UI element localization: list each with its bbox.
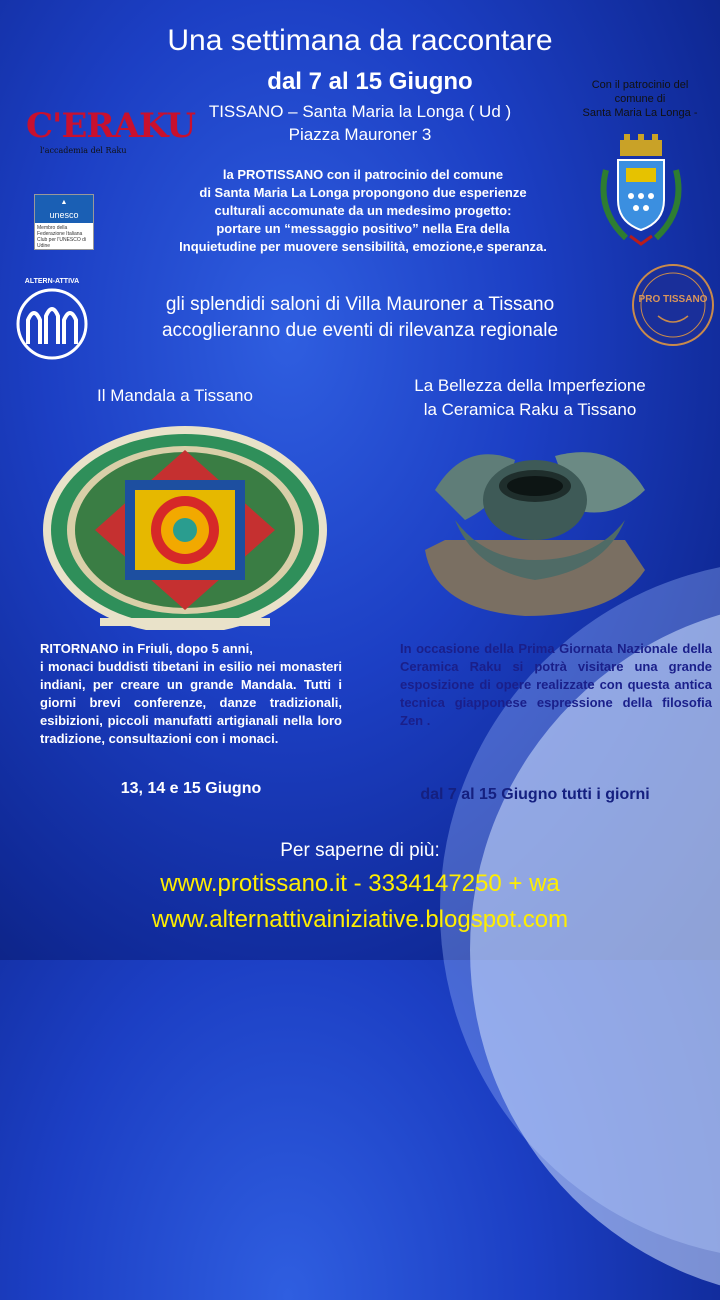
location-line: TISSANO – Santa Maria la Longa ( Ud ) <box>208 102 512 121</box>
raku-event-heading: La Bellezza della Imperfezione <box>414 376 646 395</box>
intro-line: culturali accomunate da un medesimo progetto: <box>214 203 512 218</box>
more-info-label: Per saperne di più: <box>280 840 440 861</box>
ceraku-logo-subtitle: l'accademia del Raku <box>40 146 127 155</box>
protissano-logo <box>630 262 716 348</box>
intro-line: portare un “messaggio positivo” nella Era della <box>216 221 510 236</box>
mandala-event-description <box>40 640 342 748</box>
ceraku-logo-text: C'ERAKU <box>26 106 196 146</box>
intro-line: la PROTISSANO con il patrocinio del comune <box>222 167 504 182</box>
mandala-image <box>40 420 330 630</box>
protissano-contact[interactable]: www.protissano.it - 3334147250 + wa <box>160 870 560 897</box>
mandala-illustration <box>40 420 330 630</box>
protissano-seal-icon <box>630 262 716 348</box>
raku-event-subheading: la Ceramica Raku a Tissano <box>423 400 637 419</box>
mandala-event-lead: RITORNANO in Friuli, dopo 5 anni, <box>40 641 253 656</box>
raku-ceramic-image <box>405 420 665 620</box>
mandala-event-heading: Il Mandala a Tissano <box>97 386 253 405</box>
intro-line: di Santa Maria La Longa propongono due esperienze <box>199 185 527 200</box>
venue-announcement <box>100 292 620 344</box>
raku-event-description: In occasione della Prima Giornata Nazionale della Ceramica Raku si potrà visitare una grande esposizione di opere realizzate con questa antica tecnica giapponese espressione della filosofia Zen . <box>400 641 712 728</box>
unesco-logo-caption: Membro della Federazione Italiana Club per l'UNESCO di Udine <box>37 225 87 249</box>
alternattiva-logo-text: ALTERN-ATTIVA <box>24 278 80 285</box>
address-line: Piazza Mauroner 3 <box>288 125 432 144</box>
ceramic-illustration <box>405 420 665 620</box>
ceraku-logo <box>26 106 196 166</box>
raku-event-dates: dal 7 al 15 Giugno tutti i giorni <box>420 786 650 803</box>
venue-line: gli splendidi saloni di Villa Mauroner a Tissano <box>165 294 555 315</box>
patronage-line: Con il patrocinio del <box>591 79 689 91</box>
event-dates: dal 7 al 15 Giugno <box>267 68 473 95</box>
poster-title: Una settimana da raccontare <box>167 24 553 57</box>
alternattiva-website[interactable]: www.alternattivainiziative.blogspot.com <box>151 906 569 933</box>
patronage-line: comune di <box>614 93 666 105</box>
mandala-event-dates: 13, 14 e 15 Giugno <box>120 780 262 797</box>
alternattiva-logo <box>12 280 92 360</box>
unesco-logo <box>34 194 94 250</box>
alternattiva-logo-icon <box>12 280 92 360</box>
intro-line: Inquietudine per muovere sensibilità, emozione,e speranza. <box>179 239 547 254</box>
patronage-line: Santa Maria La Longa - <box>582 107 698 119</box>
unesco-logo-text: ▲ unesco <box>35 195 93 223</box>
protissano-logo-text: PRO TISSANO <box>638 294 708 305</box>
intro-paragraph <box>118 166 608 256</box>
venue-line: accoglieranno due eventi di rilevanza regionale <box>161 320 559 341</box>
municipal-crest <box>596 130 686 250</box>
mandala-event-body: i monaci buddisti tibetani in esilio nei monasteri indiani, per creare un grande Mandala. Tutti i giorni brevi conferenze, danze tradizionali, esibizioni, piccoli manufatti artigianali nella loro tradizione, consultazioni con i monaci. <box>40 659 342 746</box>
patronage-note <box>560 78 720 120</box>
crest-icon <box>596 130 686 250</box>
